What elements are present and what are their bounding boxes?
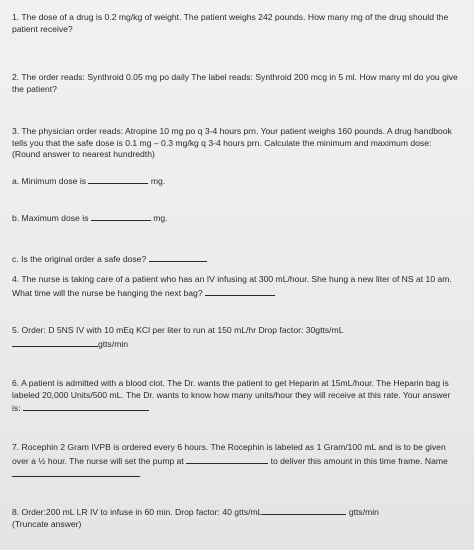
next-bag-time-blank[interactable] <box>205 286 275 296</box>
question-5-unit: gtts/min <box>98 338 129 349</box>
question-8-unit: gtts/min <box>348 507 379 517</box>
pump-rate-blank[interactable] <box>186 454 268 464</box>
maximum-dose-unit: mg. <box>153 213 168 223</box>
question-3b <box>12 211 168 225</box>
units-per-hour-blank[interactable] <box>23 401 149 411</box>
name-blank[interactable] <box>12 467 140 477</box>
question-2: 2. The order reads: Synthroid 0.05 mg po daily The label reads: Synthroid 200 mcg in 5 ml. How many ml do you give the patient? <box>12 72 458 94</box>
minimum-dose-blank[interactable] <box>88 174 148 184</box>
safe-dose-blank[interactable] <box>149 252 207 262</box>
question-7-text-2: to deliver this amount in this time frame. Name <box>270 455 448 466</box>
gtts-blank[interactable] <box>262 505 346 515</box>
question-1: 1. The dose of a drug is 0.2 mg/kg of weight. The patient weighs 242 pounds. How many mg of the drug should the patient receive? <box>12 12 449 34</box>
drip-rate-blank[interactable] <box>12 337 98 347</box>
maximum-dose-blank[interactable] <box>91 211 151 221</box>
maximum-dose-label: b. Maximum dose is <box>12 213 89 223</box>
question-8-note: (Truncate answer) <box>12 518 82 529</box>
question-3a <box>12 174 165 188</box>
question-4 <box>12 274 460 299</box>
question-5-text: 5. Order: D 5NS IV with 10 mEq KCl per liter to run at 150 mL/hr Drop factor: 30gtts/mL <box>12 325 344 335</box>
question-5 <box>12 325 460 350</box>
safe-dose-label: c. Is the original order a safe dose? <box>12 254 147 264</box>
question-6-text: 6. A patient is admitted with a blood clot. The Dr. wants the patient to get Heparin at 15mL/hour. The Heparin bag is labeled 20,000 Units/500 mL. The Dr. wants to know how many units/hour they will receive at this rate. Your answer is: <box>12 378 451 413</box>
minimum-dose-unit: mg. <box>150 176 166 186</box>
question-4-text: 4. The nurse is taking care of a patient who has an IV infusing at 300 mL/hour. She hung a new liter of NS at 10 am. What time will the nurse be hanging the next bag? <box>12 274 452 298</box>
question-6 <box>12 378 460 415</box>
question-8-text: 8. Order:200 mL LR IV to infuse in 60 min. Drop factor: 40 gtts/mL <box>12 507 263 517</box>
question-3c <box>12 252 207 266</box>
question-7-text-1: 7. Rocephin 2 Gram IVPB is ordered every 6 hours. The Rocephin is labeled as 1 Gram/100 mL and is to be given over a ½ hour. The nurse will set the pump at <box>12 442 446 466</box>
question-7 <box>12 442 460 481</box>
question-8 <box>12 505 460 530</box>
minimum-dose-label: a. Minimum dose is <box>12 176 87 186</box>
question-3: 3. The physician order reads: Atropine 10 mg po q 3-4 hours prn. Your patient weighs 160 pounds. A drug handbook tells you that the safe dose is 0.1 mg – 0.3 mg/kg q 3-4 hours prn. Calculate the minimum and maximum dose: (Round answer to nearest hundredth) <box>12 126 452 159</box>
